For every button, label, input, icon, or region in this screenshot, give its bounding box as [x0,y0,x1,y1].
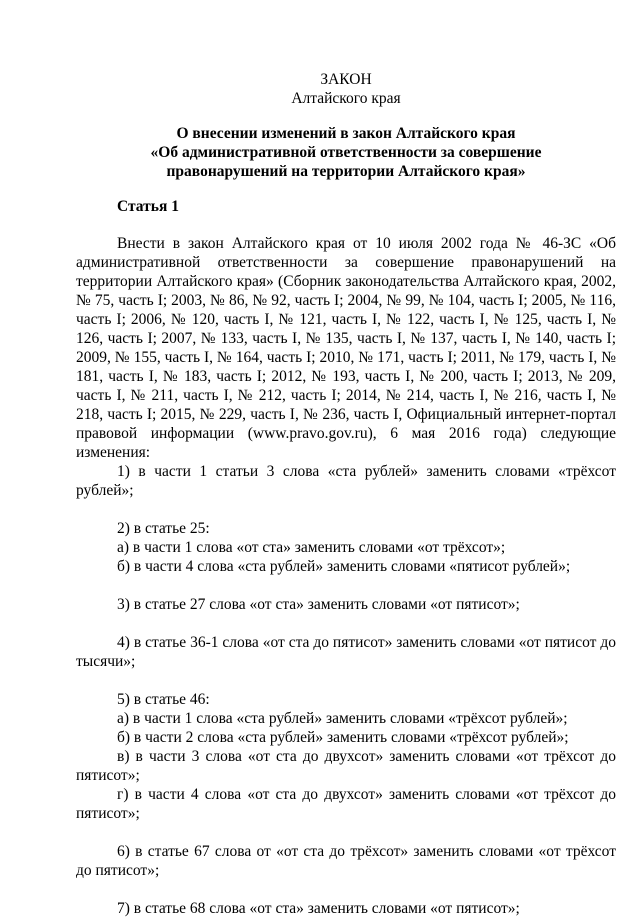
title-line-3: правонарушений на территории Алтайского края» [166,163,526,180]
list-item-6: 6) в статье 67 слова от «от ста до трёхсот» заменить словами «от трёхсот до пятисот»; [76,843,616,879]
list-item-1: 1) в части 1 статьи 3 слова «ста рублей» заменить словами «трёхсот рублей»; [76,463,616,499]
list-item-5-head: 5) в статье 46: [117,691,210,708]
article-label: Статья 1 [117,198,179,215]
article-intro: Внести в закон Алтайского края от 10 июля 2002 года № 46-ЗС «Об административной ответственности за совершение правонарушений на территории Алтайского края» (Сборник законодательства Алтайского края, 2002, № 75, часть I; 2003, № 86, № 92, часть I; 2004, № 99, № 104, часть I; 2005, № 116, часть I; 2006, № 120, часть I, № 121, часть I, № 122, часть I, № 125, часть I, № 126, часть I; 2007, № 133, часть I, № 135, часть I, № 137, часть I, № 140, часть I; 2009, № 155, часть I, № 164, часть I; 2010, № 171, часть I; 2011, № 179, часть I, № 181, часть I, № 183, часть I; 2012, № 193, часть I, № 200, часть I; 2013, № 209, часть I, № 211, часть I, № 212, часть I; 2014, № 214, часть I, № 216, часть I, № 218, часть I; 2015, № 229, часть I, № 236, часть I, Официальный интернет-портал правовой информации (www.pravo.gov.ru), 6 мая 2016 года) следующие изменения: [76,235,616,461]
title-line-2: «Об административной ответственности за совершение [150,144,542,161]
list-item-2-a: а) в части 1 слова «от ста» заменить словами «от трёхсот»; [117,539,506,556]
document-title [76,124,616,181]
document-type: ЗАКОН [320,71,372,88]
list-item-7: 7) в статье 68 слова «от ста» заменить словами «от пятисот»; [117,900,520,917]
title-line-1: О внесении изменений в закон Алтайского края [176,125,516,142]
list-item-5-g: г) в части 4 слова «от ста до двухсот» заменить словами «от трёхсот до пятисот»; [76,786,616,822]
document-region: Алтайского края [291,90,401,107]
document-header [76,70,616,108]
list-item-5-a: а) в части 1 слова «ста рублей» заменить словами «трёхсот рублей»; [117,710,568,727]
list-item-5-b: б) в части 2 слова «ста рублей» заменить словами «трёхсот рублей»; [117,729,569,746]
list-item-2-b: б) в части 4 слова «ста рублей» заменить словами «пятисот рублей»; [117,558,571,575]
list-item-4: 4) в статье 36-1 слова «от ста до пятисот» заменить словами «от пятисот до тысячи»; [76,634,616,670]
list-item-5-v: в) в части 3 слова «от ста до двухсот» заменить словами «от трёхсот до пятисот»; [76,748,616,784]
list-item-3: 3) в статье 27 слова «от ста» заменить словами «от пятисот»; [117,596,520,613]
list-item-2-head: 2) в статье 25: [117,520,210,537]
